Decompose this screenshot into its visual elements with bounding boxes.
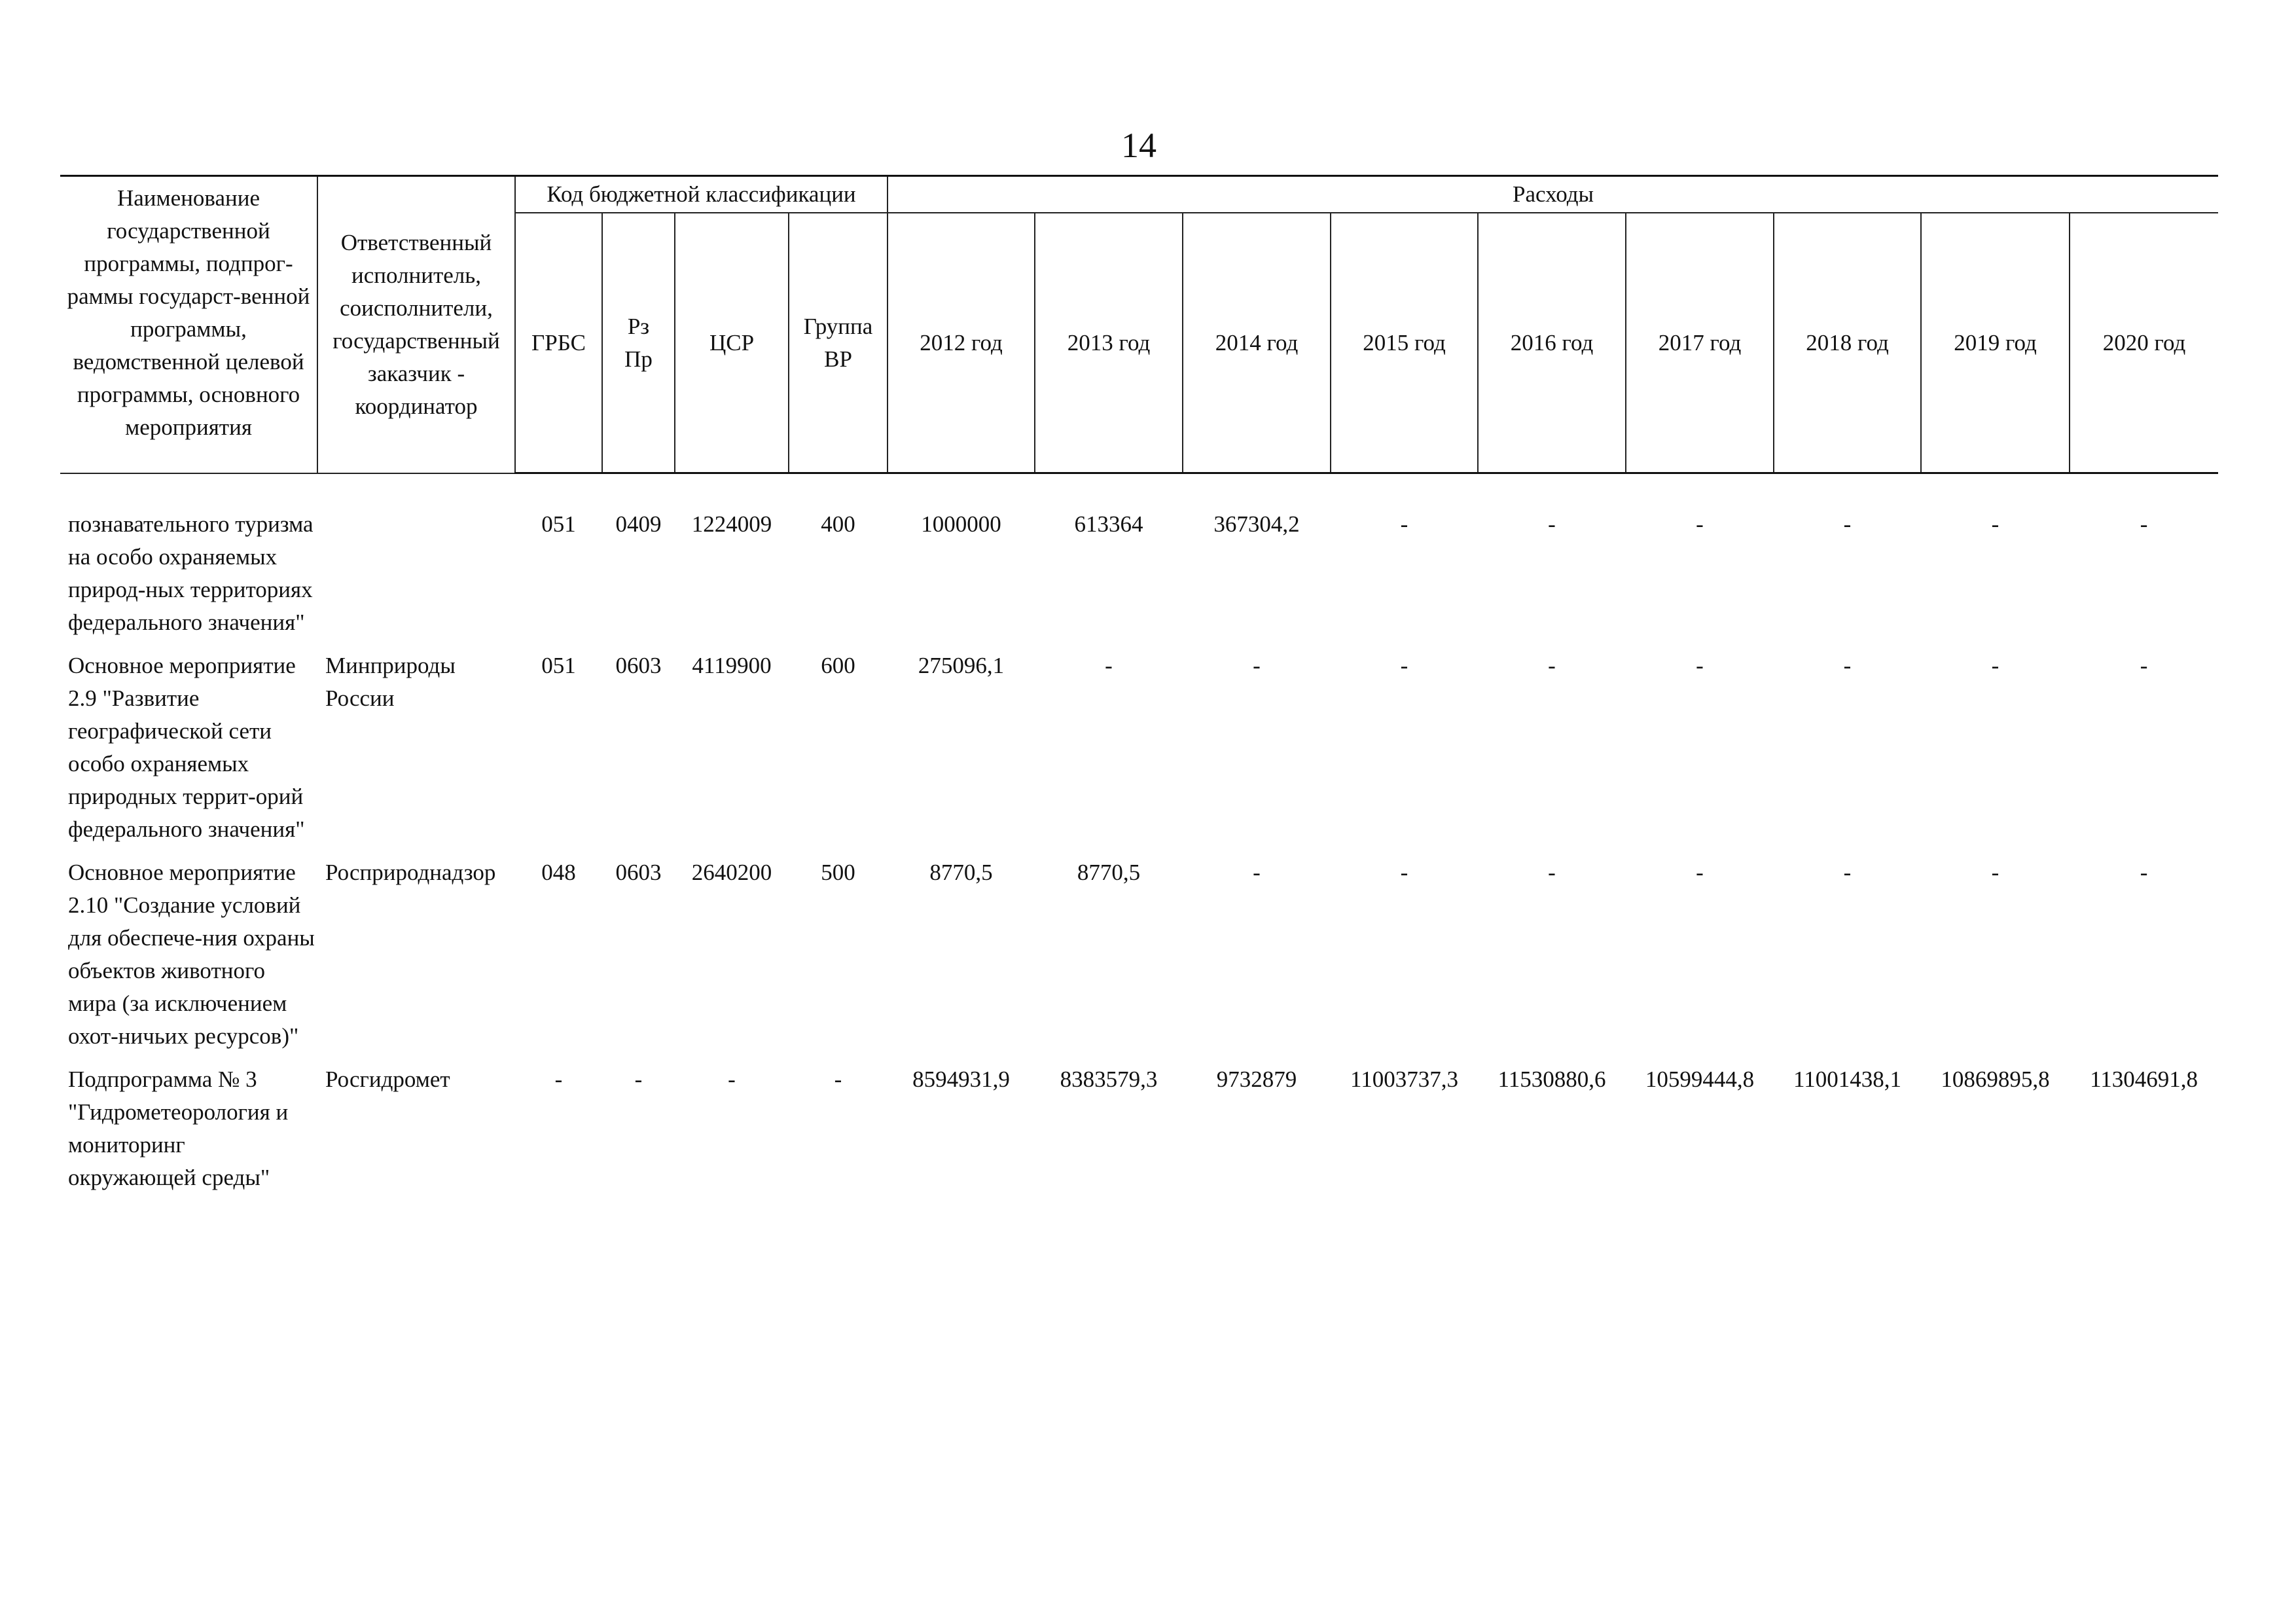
rzpr-header: Рз Пр	[602, 213, 675, 473]
program-name-cell: Подпрограмма № 3 "Гидрометеорология и мониторинг окружающей среды"	[68, 1067, 289, 1190]
year-header: 2013 год	[1035, 213, 1183, 473]
expense-cell: 11304691,8	[2090, 1067, 2198, 1092]
expense-cell: 10869895,8	[1941, 1067, 2050, 1092]
year-header: 2015 год	[1331, 213, 1478, 473]
table-row	[60, 508, 2218, 649]
csr-cell: 1224009	[691, 511, 772, 537]
expense-cell: -	[1400, 860, 1408, 885]
year-header: 2018 год	[1774, 213, 1921, 473]
expense-cell: -	[1843, 860, 1852, 885]
expense-cell: -	[1548, 511, 1556, 537]
executor-cell: Минприроды России	[325, 653, 456, 711]
expense-cell: -	[1548, 653, 1556, 678]
expense-cell: -	[1105, 653, 1113, 678]
expense-cell: 10599444,8	[1645, 1067, 1755, 1092]
table-row	[60, 649, 2218, 856]
expense-cell: 11001438,1	[1793, 1067, 1901, 1092]
budget-table	[60, 175, 2218, 1205]
expense-cell: -	[1991, 653, 2000, 678]
expense-cell: 8770,5	[929, 860, 993, 885]
table-body	[60, 473, 2218, 1205]
grbs-cell: 051	[541, 653, 576, 678]
program-name-cell: Основное мероприятие 2.9 "Развитие географической сети особо охраняемых природных террит-орий федерального значения"	[68, 653, 305, 842]
expense-cell: 11003737,3	[1350, 1067, 1458, 1092]
rzpr-cell: 0409	[615, 511, 662, 537]
table-row	[60, 856, 2218, 1063]
expense-cell: -	[2140, 860, 2148, 885]
expense-cell: -	[1400, 511, 1408, 537]
grbs-cell: 051	[541, 511, 576, 537]
executor-cell	[317, 508, 515, 649]
program-name-cell: познавательного туризма на особо охраняемых природ-ных территориях федерального значения"	[68, 511, 314, 635]
table-row	[60, 1063, 2218, 1205]
year-header: 2014 год	[1183, 213, 1331, 473]
expense-cell: 613364	[1074, 511, 1143, 537]
csr-header: ЦСР	[675, 213, 789, 473]
year-header: 2017 год	[1626, 213, 1774, 473]
executor-header: Ответственный исполнитель, соисполнители, государственный заказчик - координатор	[317, 176, 515, 473]
expense-cell: -	[1696, 511, 1704, 537]
rzpr-cell: 0603	[615, 653, 662, 678]
expense-cell: -	[1843, 653, 1852, 678]
year-header: 2012 год	[888, 213, 1035, 473]
grbs-cell: -	[554, 1067, 563, 1092]
program-name-header: Наименование государственной программы, подпрог-раммы государст-венной программы, ведомственной целевой программы, основного мероприятия	[60, 176, 317, 473]
budget-code-header: Код бюджетной классификации	[515, 176, 888, 213]
expenses-header: Расходы	[888, 176, 2218, 213]
expense-cell: -	[1253, 653, 1261, 678]
page-number: 14	[1121, 126, 1157, 165]
expense-cell: 275096,1	[918, 653, 1005, 678]
year-header: 2016 год	[1478, 213, 1626, 473]
vr-header: Группа ВР	[789, 213, 888, 473]
executor-cell: Росприроднадзор	[325, 860, 496, 885]
csr-cell: 4119900	[692, 653, 772, 678]
table-header	[60, 176, 2218, 473]
expense-cell: 8770,5	[1077, 860, 1141, 885]
rzpr-cell: 0603	[615, 860, 662, 885]
csr-cell: 2640200	[691, 860, 772, 885]
expense-cell: 8383579,3	[1060, 1067, 1158, 1092]
expense-cell: -	[1400, 653, 1408, 678]
expense-cell: 367304,2	[1213, 511, 1300, 537]
vr-cell: 400	[821, 511, 855, 537]
grbs-cell: 048	[541, 860, 576, 885]
expense-cell: 11530880,6	[1498, 1067, 1606, 1092]
expense-cell: -	[1548, 860, 1556, 885]
expense-cell: 1000000	[921, 511, 1001, 537]
year-header: 2019 год	[1921, 213, 2070, 473]
vr-cell: 600	[821, 653, 855, 678]
program-name-cell: Основное мероприятие 2.10 "Создание условий для обеспече-ния охраны объектов животного мира (за исключением охот-ничьих ресурсов)"	[68, 860, 315, 1049]
expense-cell: 8594931,9	[912, 1067, 1010, 1092]
expense-cell: -	[1253, 860, 1261, 885]
expense-cell: -	[1991, 511, 2000, 537]
expense-cell: -	[2140, 511, 2148, 537]
expense-cell: -	[1696, 860, 1704, 885]
expense-cell: -	[1991, 860, 2000, 885]
csr-cell: -	[728, 1067, 736, 1092]
executor-cell: Росгидромет	[325, 1067, 450, 1092]
expense-cell: -	[1843, 511, 1852, 537]
vr-cell: -	[834, 1067, 842, 1092]
expense-cell: -	[1696, 653, 1704, 678]
vr-cell: 500	[821, 860, 855, 885]
rzpr-cell: -	[634, 1067, 643, 1092]
year-header: 2020 год	[2070, 213, 2218, 473]
expense-cell: -	[2140, 653, 2148, 678]
expense-cell: 9732879	[1216, 1067, 1297, 1092]
grbs-header: ГРБС	[515, 213, 602, 473]
